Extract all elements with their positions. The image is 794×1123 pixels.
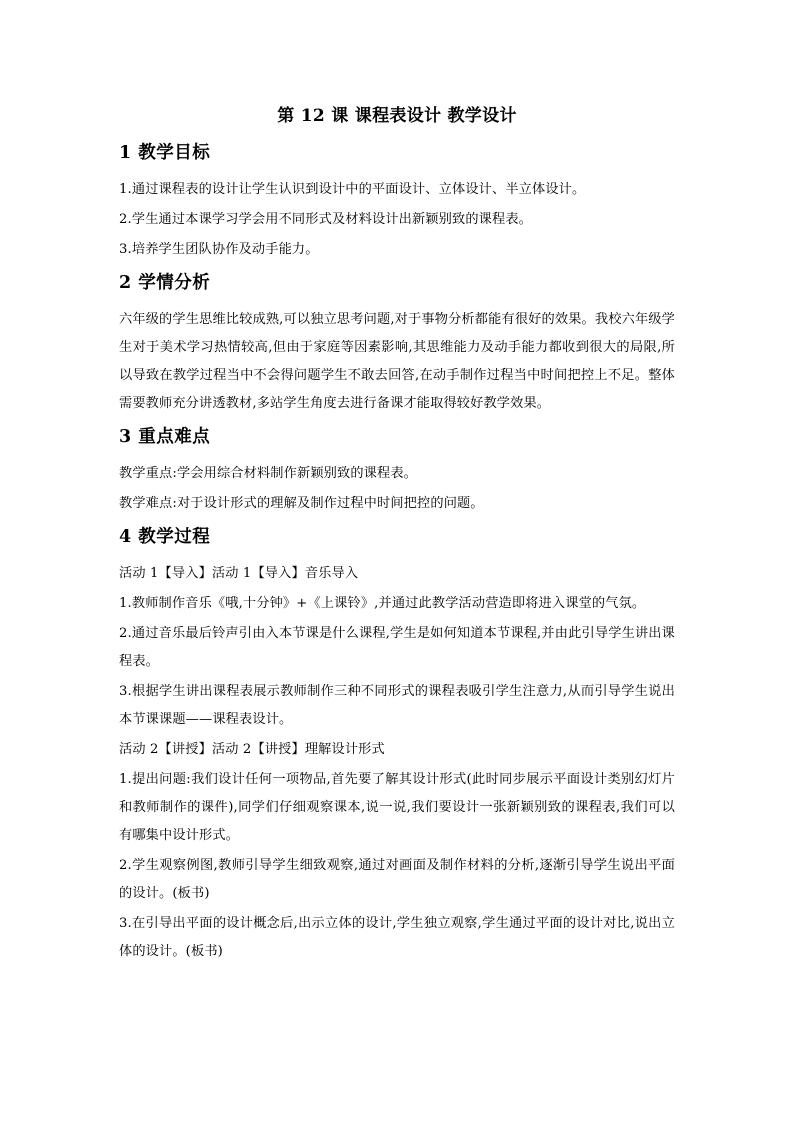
paragraph: 2.学生观察例图,教师引导学生细致观察,通过对画面及制作材料的分析,逐渐引导学生说出平面的设计。(板书) bbox=[119, 858, 675, 901]
activity-heading: 活动 1【导入】活动 1【导入】音乐导入 bbox=[119, 566, 359, 581]
section-heading: 1 教学目标 bbox=[119, 143, 211, 163]
activity-heading: 活动 2【讲授】活动 2【讲授】理解设计形式 bbox=[119, 742, 385, 757]
paragraph: 2.通过音乐最后铃声引由入本节课是什么课程,学生是如何知道本节课程,并由此引导学生讲出课程表。 bbox=[119, 626, 675, 669]
section-student-analysis bbox=[119, 270, 675, 418]
section-teaching-process bbox=[119, 524, 675, 966]
document-title: 第 12 课 课程表设计 教学设计 bbox=[277, 106, 517, 126]
paragraph: 3.在引导出平面的设计概念后,出示立体的设计,学生独立观察,学生通过平面的设计对比,说出立体的设计。(板书) bbox=[119, 916, 675, 959]
section-heading: 4 教学过程 bbox=[119, 527, 211, 547]
paragraph: 教学重点:学会用综合材料制作新颖别致的课程表。 bbox=[119, 466, 418, 481]
section-key-points bbox=[119, 424, 675, 518]
paragraph: 1.教师制作音乐《哦,十分钟》+《上课铃》,并通过此教学活动营造即将进入课堂的气氛。 bbox=[119, 596, 646, 611]
paragraph: 1.提出问题:我们设计任何一项物品,首先要了解其设计形式(此时同步展示平面设计类别幻灯片和教师制作的课件),同学们仔细观察课本,说一说,我们要设计一张新颖别致的课程表,我们可以有哪集中设计形式。 bbox=[119, 772, 675, 843]
paragraph: 2.学生通过本课学习学会用不同形式及材料设计出新颖别致的课程表。 bbox=[119, 212, 533, 227]
section-teaching-objectives bbox=[119, 140, 675, 264]
paragraph: 1.通过课程表的设计让学生认识到设计中的平面设计、立体设计、半立体设计。 bbox=[119, 182, 586, 197]
paragraph: 3.根据学生讲出课程表展示教师制作三种不同形式的课程表吸引学生注意力,从而引导学生说出本节课课题——课程表设计。 bbox=[119, 684, 675, 727]
paragraph: 六年级的学生思维比较成熟,可以独立思考问题,对于事物分析都能有很好的效果。我校六年级学生对于美术学习热情较高,但由于家庭等因素影响,其思维能力及动手能力都收到很大的局限,所以导致在教学过程当中不会得问题学生不敢去回答,在动手制作过程当中时间把控上不足。整体需要教师充分讲透教材,多站学生角度去进行备课才能取得较好教学效果。 bbox=[119, 312, 675, 411]
paragraph: 3.培养学生团队协作及动手能力。 bbox=[119, 242, 319, 257]
paragraph: 教学难点:对于设计形式的理解及制作过程中时间把控的问题。 bbox=[119, 496, 484, 511]
section-heading: 3 重点难点 bbox=[119, 427, 211, 447]
section-heading: 2 学情分析 bbox=[119, 273, 211, 293]
